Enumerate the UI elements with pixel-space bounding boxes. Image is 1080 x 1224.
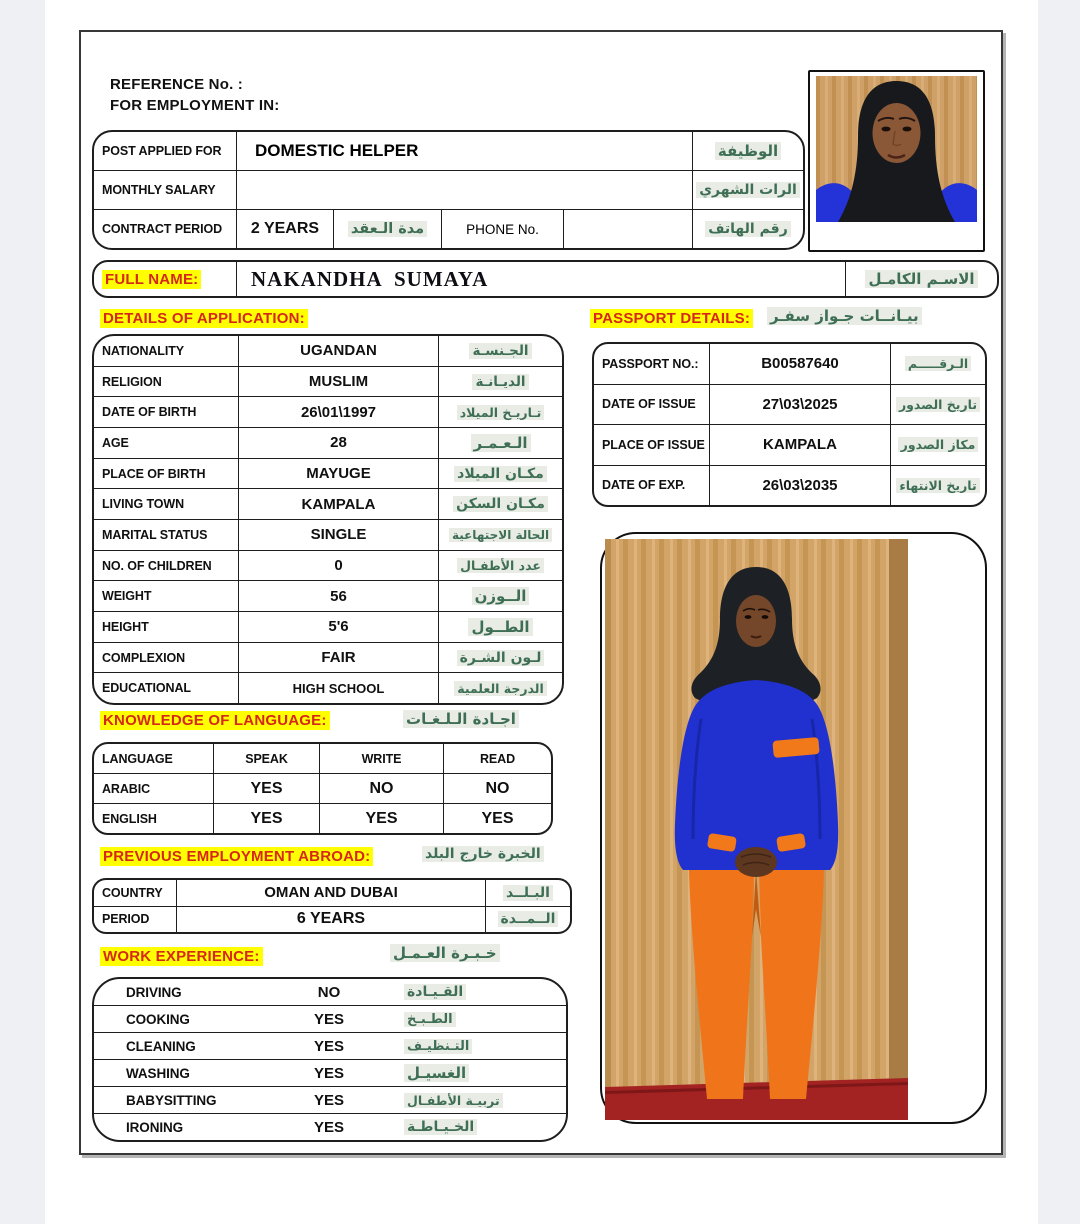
speak-value: YES bbox=[214, 774, 320, 803]
passport-arabic: تاريخ الصدور bbox=[891, 385, 985, 425]
detail-arabic: الــوزن bbox=[439, 581, 562, 611]
read-header: READ bbox=[479, 751, 516, 766]
details-row bbox=[94, 459, 562, 490]
work-label: IRONING bbox=[126, 1119, 184, 1135]
write-value: NO bbox=[320, 774, 444, 803]
post-applied-row bbox=[94, 132, 803, 171]
detail-value: FAIR bbox=[239, 643, 439, 673]
details-row bbox=[94, 397, 562, 428]
write-value: YES bbox=[320, 804, 444, 833]
work-value: YES bbox=[313, 1064, 344, 1082]
passport-value: KAMPALA bbox=[710, 425, 891, 465]
cv-document-page bbox=[79, 30, 1003, 1155]
language-row-english bbox=[94, 804, 551, 833]
post-applied-label: POST APPLIED FOR bbox=[94, 132, 237, 170]
detail-label: WEIGHT bbox=[94, 581, 239, 611]
speak-value: YES bbox=[214, 804, 320, 833]
passport-row bbox=[594, 344, 985, 385]
work-row bbox=[94, 1033, 566, 1060]
reference-number-label: REFERENCE No. : bbox=[110, 76, 244, 93]
monthly-salary-row bbox=[94, 171, 803, 210]
country-label: COUNTRY bbox=[94, 880, 177, 906]
work-label: COOKING bbox=[126, 1011, 190, 1027]
passport-arabic: تاريخ الانتهاء bbox=[891, 466, 985, 506]
details-table bbox=[92, 334, 564, 705]
work-row bbox=[94, 1060, 566, 1087]
detail-value: 26\01\1997 bbox=[239, 397, 439, 427]
details-row bbox=[94, 520, 562, 551]
previous-employment-heading-arabic: الخبرة خارج البلد bbox=[422, 846, 544, 862]
detail-value: MUSLIM bbox=[239, 367, 439, 397]
detail-arabic: عدد الأطفـال bbox=[439, 551, 562, 581]
post-applied-value: DOMESTIC HELPER bbox=[255, 141, 419, 160]
work-arabic: الطـبـخ bbox=[404, 1006, 566, 1032]
passport-arabic: مكاز الصدور bbox=[891, 425, 985, 465]
details-row bbox=[94, 489, 562, 520]
work-arabic: الخـيـاطـة bbox=[404, 1114, 566, 1140]
details-row bbox=[94, 643, 562, 674]
period-value: 6 YEARS bbox=[177, 907, 486, 933]
language-header: LANGUAGE bbox=[94, 744, 214, 773]
previous-employment-table bbox=[92, 878, 572, 934]
detail-arabic: الديـانـة bbox=[439, 367, 562, 397]
knowledge-heading-arabic: اجـادة الـلـغـات bbox=[403, 710, 519, 728]
contract-period-value: 2 YEARS bbox=[237, 210, 334, 248]
country-arabic: البـلــد bbox=[486, 880, 570, 906]
speak-header: SPEAK bbox=[214, 744, 320, 773]
detail-arabic: لـون الشـرة bbox=[439, 643, 562, 673]
passport-row bbox=[594, 425, 985, 466]
details-heading: DETAILS OF APPLICATION: bbox=[100, 310, 308, 328]
work-arabic: القـيـادة bbox=[404, 979, 566, 1005]
reference-block bbox=[110, 74, 279, 116]
applicant-headshot-photo bbox=[816, 76, 977, 222]
details-row bbox=[94, 336, 562, 367]
passport-row bbox=[594, 466, 985, 506]
passport-label: DATE OF EXP. bbox=[594, 466, 710, 506]
work-experience-table bbox=[92, 977, 568, 1142]
work-arabic: تربيـة الأطفـال bbox=[404, 1087, 566, 1113]
country-value: OMAN AND DUBAI bbox=[177, 880, 486, 906]
work-experience-heading-arabic: خـبـرة العـمـل bbox=[390, 944, 500, 962]
full-name-label-cell bbox=[94, 262, 237, 296]
language-name: ARABIC bbox=[94, 774, 214, 803]
passport-heading-arabic: بيـانــات جـواز سفـر bbox=[767, 307, 967, 325]
detail-label: PLACE OF BIRTH bbox=[94, 459, 239, 489]
work-label: BABYSITTING bbox=[126, 1092, 217, 1108]
detail-label: EDUCATIONAL bbox=[94, 673, 239, 703]
period-label: PERIOD bbox=[94, 907, 177, 933]
detail-arabic: مكـان السكن bbox=[439, 489, 562, 519]
language-name: ENGLISH bbox=[94, 804, 214, 833]
passport-value: 26\03\2035 bbox=[710, 466, 891, 506]
passport-arabic: الـرقـــــم bbox=[891, 344, 985, 384]
full-body-illustration bbox=[605, 539, 908, 1120]
work-value: YES bbox=[313, 1091, 344, 1109]
work-row bbox=[94, 979, 566, 1006]
passport-label: DATE OF ISSUE bbox=[594, 385, 710, 425]
read-value: NO bbox=[485, 779, 510, 797]
work-value: YES bbox=[313, 1118, 344, 1136]
detail-arabic: الطــول bbox=[439, 612, 562, 642]
details-row bbox=[94, 673, 562, 703]
detail-label: COMPLEXION bbox=[94, 643, 239, 673]
detail-arabic: مكـان الميلاد bbox=[439, 459, 562, 489]
full-name-row bbox=[94, 262, 997, 296]
passport-heading: PASSPORT DETAILS: bbox=[590, 310, 753, 328]
detail-value: 28 bbox=[239, 428, 439, 458]
contract-period-row bbox=[94, 210, 803, 248]
passport-label: PASSPORT NO.: bbox=[594, 344, 710, 384]
work-row bbox=[94, 1006, 566, 1033]
detail-label: MARITAL STATUS bbox=[94, 520, 239, 550]
viewer-gutter-right bbox=[1038, 0, 1080, 1224]
details-row bbox=[94, 612, 562, 643]
headshot-photo-frame bbox=[808, 70, 985, 252]
work-label: WASHING bbox=[126, 1065, 190, 1081]
period-arabic: الــمــدة bbox=[486, 907, 570, 933]
previous-employment-heading: PREVIOUS EMPLOYMENT ABROAD: bbox=[100, 848, 373, 866]
work-row bbox=[94, 1114, 566, 1140]
passport-table bbox=[592, 342, 987, 507]
details-row bbox=[94, 367, 562, 398]
detail-value: SINGLE bbox=[239, 520, 439, 550]
full-name-arabic: الاسـم الكامـل bbox=[845, 262, 997, 296]
detail-arabic: الـعـمـر bbox=[439, 428, 562, 458]
work-value: YES bbox=[313, 1037, 344, 1055]
detail-value: KAMPALA bbox=[239, 489, 439, 519]
full-name-table bbox=[92, 260, 999, 298]
applicant-full-body-photo bbox=[605, 539, 908, 1120]
passport-label: PLACE OF ISSUE bbox=[594, 425, 710, 465]
detail-label: NATIONALITY bbox=[94, 336, 239, 366]
language-row-arabic bbox=[94, 774, 551, 804]
phone-value bbox=[564, 210, 692, 248]
post-applied-arabic: الوظيفة bbox=[692, 132, 803, 170]
period-row bbox=[94, 907, 570, 933]
full-name-label: FULL NAME: bbox=[102, 270, 201, 289]
full-body-photo-frame bbox=[600, 532, 987, 1124]
viewer-gutter-left bbox=[0, 0, 45, 1224]
work-arabic: التـنظيـف bbox=[404, 1033, 566, 1059]
language-table bbox=[92, 742, 553, 835]
detail-arabic: الحالة الاجتهاعية bbox=[439, 520, 562, 550]
work-label: DRIVING bbox=[126, 984, 182, 1000]
detail-value: 56 bbox=[239, 581, 439, 611]
phone-label: PHONE No. bbox=[442, 210, 564, 248]
language-header-row bbox=[94, 744, 551, 774]
detail-value: 5'6 bbox=[239, 612, 439, 642]
for-employment-label: FOR EMPLOYMENT IN: bbox=[110, 97, 280, 114]
passport-row bbox=[594, 385, 985, 426]
passport-value: 27\03\2025 bbox=[710, 385, 891, 425]
work-value: YES bbox=[313, 1010, 344, 1028]
passport-value: B00587640 bbox=[710, 344, 891, 384]
detail-label: RELIGION bbox=[94, 367, 239, 397]
detail-arabic: الدرجة العلمية bbox=[439, 673, 562, 703]
detail-value: UGANDAN bbox=[239, 336, 439, 366]
contract-period-label: CONTRACT PERIOD bbox=[94, 210, 237, 248]
details-row bbox=[94, 581, 562, 612]
details-row bbox=[94, 428, 562, 459]
headshot-illustration bbox=[816, 76, 977, 222]
work-label: CLEANING bbox=[126, 1038, 196, 1054]
detail-label: DATE OF BIRTH bbox=[94, 397, 239, 427]
detail-label: AGE bbox=[94, 428, 239, 458]
knowledge-heading: KNOWLEDGE OF LANGUAGE: bbox=[100, 712, 330, 730]
detail-label: HEIGHT bbox=[94, 612, 239, 642]
top-info-table bbox=[92, 130, 805, 250]
monthly-salary-arabic: الرات الشهري bbox=[692, 171, 803, 209]
detail-label: NO. OF CHILDREN bbox=[94, 551, 239, 581]
work-arabic: الغسيـل bbox=[404, 1060, 566, 1086]
contract-period-arabic-mid: مدة الـعقد bbox=[334, 210, 442, 248]
detail-value: HIGH SCHOOL bbox=[239, 673, 439, 703]
monthly-salary-value bbox=[237, 171, 692, 209]
work-row bbox=[94, 1087, 566, 1114]
monthly-salary-label: MONTHLY SALARY bbox=[94, 171, 237, 209]
detail-arabic: الجـنسـة bbox=[439, 336, 562, 366]
full-name-value: NAKANDHA SUMAYA bbox=[251, 266, 489, 291]
work-value: NO bbox=[317, 983, 341, 1001]
detail-value: 0 bbox=[239, 551, 439, 581]
write-header: WRITE bbox=[320, 744, 444, 773]
work-experience-heading: WORK EXPERIENCE: bbox=[100, 948, 263, 966]
phone-arabic: رقم الهاتف bbox=[692, 210, 803, 248]
read-value: YES bbox=[481, 809, 514, 827]
detail-label: LIVING TOWN bbox=[94, 489, 239, 519]
detail-value: MAYUGE bbox=[239, 459, 439, 489]
details-row bbox=[94, 551, 562, 582]
detail-arabic: تـاريـخ الميلاد bbox=[439, 397, 562, 427]
country-row bbox=[94, 880, 570, 907]
